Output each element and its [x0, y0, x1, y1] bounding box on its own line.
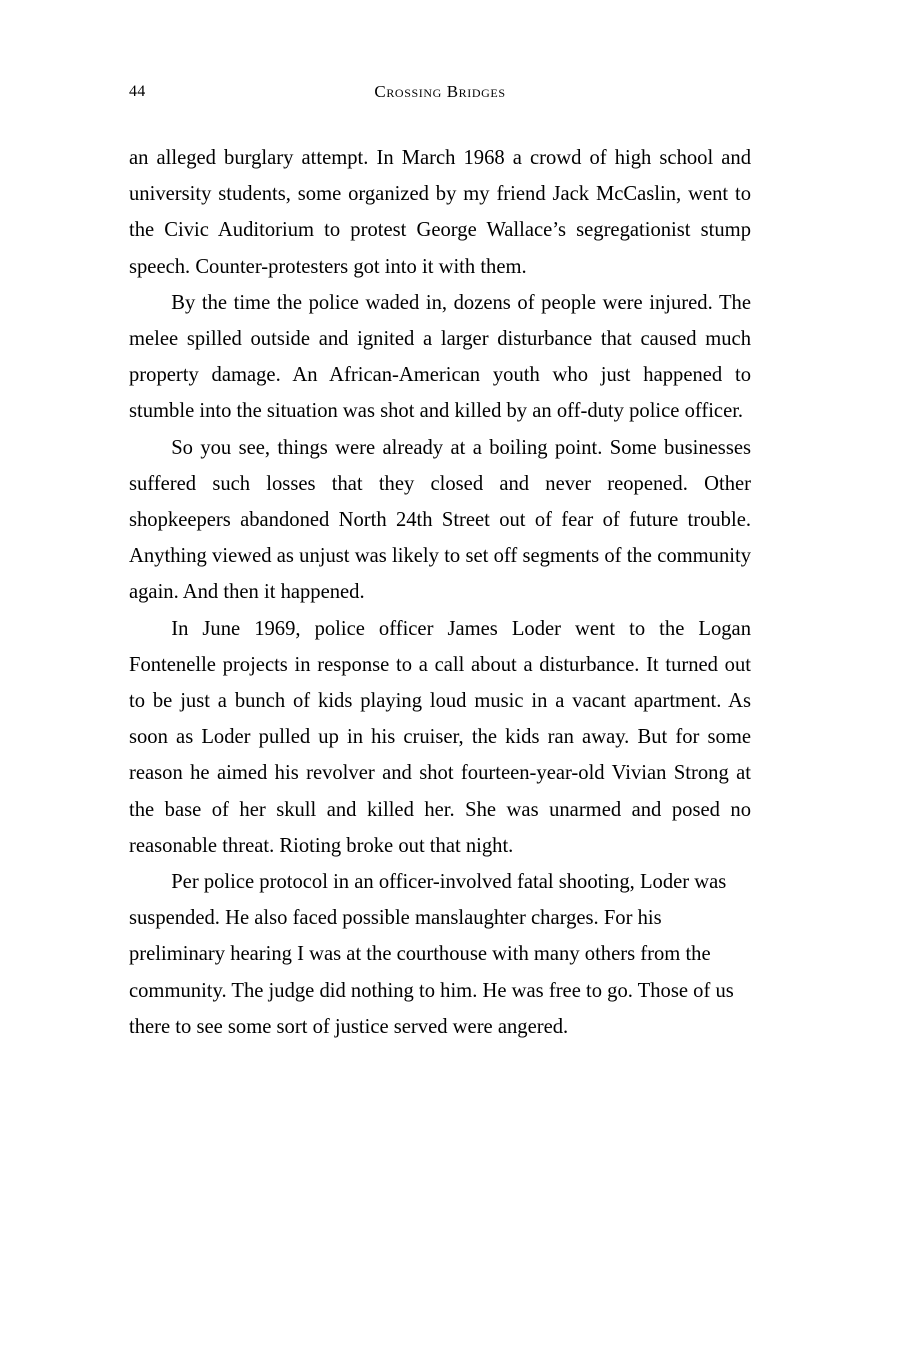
body-text	[129, 140, 751, 1045]
paragraph: an alleged burglary attempt. In March 1968 a crowd of high school and university students, some organized by my friend Jack McCaslin, went to the Civic Auditorium to protest George Wallace’s segregationist stump speech. Counter-protesters got into it with them.	[129, 147, 751, 278]
book-title: Crossing Bridges	[374, 82, 506, 101]
page-number: 44	[129, 83, 146, 100]
paragraph: Per police protocol in an officer-involved fatal shooting, Loder was suspended. He also faced possible manslaughter charges. For his preliminary hearing I was at the courthouse with many others from the community. The judge did nothing to him. He was free to go. Those of us there to see some sort of justice served were angered.	[129, 871, 734, 1038]
paragraph: So you see, things were already at a boiling point. Some businesses suffered such losses that they closed and never reopened. Other shopkeepers abandoned North 24th Street out of fear of future trouble. Anything viewed as unjust was likely to set off segments of the community again. And then it happened.	[129, 436, 751, 604]
paragraph: By the time the police waded in, dozens of people were injured. The melee spilled outside and ignited a larger disturbance that caused much property damage. An African-American youth who just happened to stumble into the situation was shot and killed by an off-duty police officer.	[129, 291, 751, 423]
running-head	[129, 82, 751, 102]
paragraph: In June 1969, police officer James Loder went to the Logan Fontenelle projects in response to a call about a disturbance. It turned out to be just a bunch of kids playing loud music in a vacant apartment. As soon as Loder pulled up in his cruiser, the kids ran away. But for some reason he aimed his revolver and shot fourteen-year-old Vivian Strong at the base of her skull and killed her. She was unarmed and posed no reasonable threat. Rioting broke out that night.	[129, 617, 751, 857]
